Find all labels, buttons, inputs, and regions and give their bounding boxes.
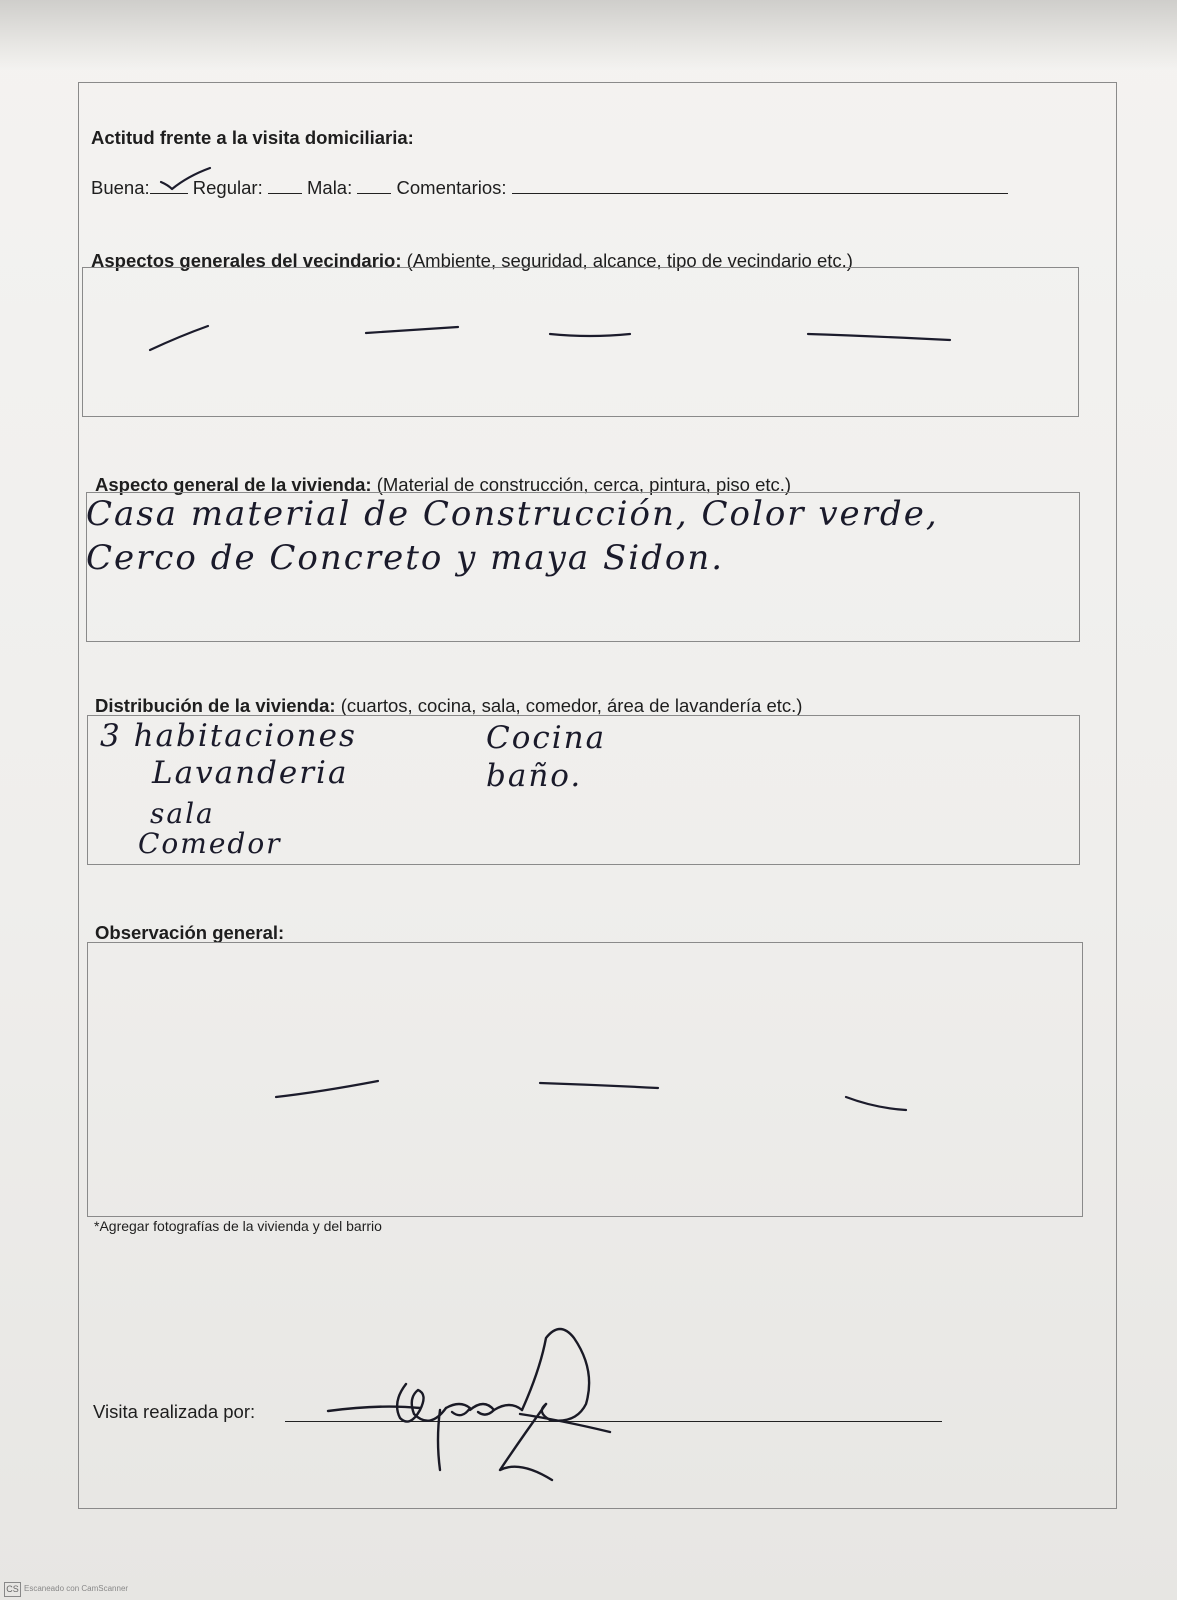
neighborhood-heading: Aspectos generales del vecindario:	[91, 250, 402, 271]
comments-label: Comentarios:	[396, 177, 507, 198]
photo-footnote: *Agregar fotografías de la vivienda y del barrio	[94, 1218, 382, 1234]
dash-mark	[846, 1097, 906, 1110]
distribution-heading: Distribución de la vivienda:	[95, 695, 336, 716]
distribution-item: 3 habitaciones	[100, 718, 357, 754]
attitude-heading: Actitud frente a la visita domiciliaria:	[91, 127, 414, 148]
distribution-hint: (cuartos, cocina, sala, comedor, área de lavandería etc.)	[340, 695, 803, 716]
visited-by-label: Visita realizada por:	[93, 1401, 256, 1422]
observation-heading: Observación general:	[95, 922, 285, 943]
bad-label: Mala:	[307, 177, 353, 198]
distribution-item: sala	[150, 797, 215, 830]
dash-mark	[150, 326, 208, 350]
distribution-item: Lavanderia	[152, 755, 349, 791]
check-mark-icon	[161, 168, 210, 189]
distribution-item: Cocina	[486, 720, 607, 756]
dash-mark	[550, 334, 630, 336]
dash-mark	[540, 1083, 658, 1088]
dash-mark	[276, 1081, 378, 1097]
housing-hint: (Material de construcción, cerca, pintura, piso etc.)	[376, 474, 792, 495]
distribution-item: baño.	[486, 758, 583, 794]
housing-heading: Aspecto general de la vivienda:	[95, 474, 372, 495]
good-label: Buena:	[91, 177, 150, 198]
housing-answer-line-1: Casa material de Construcción, Color verde,	[86, 494, 939, 534]
housing-answer-line-2: Cerco de Concreto y maya Sidon.	[86, 538, 725, 578]
dash-mark	[366, 327, 458, 333]
regular-label: Regular:	[192, 177, 263, 198]
signature-icon	[328, 1329, 610, 1480]
scanner-credit: Escaneado con CamScanner	[24, 1584, 129, 1593]
scanner-logo: CS	[4, 1582, 21, 1597]
dash-mark	[808, 334, 950, 340]
distribution-item: Comedor	[138, 827, 282, 860]
neighborhood-hint: (Ambiente, seguridad, alcance, tipo de vecindario etc.)	[406, 250, 853, 271]
